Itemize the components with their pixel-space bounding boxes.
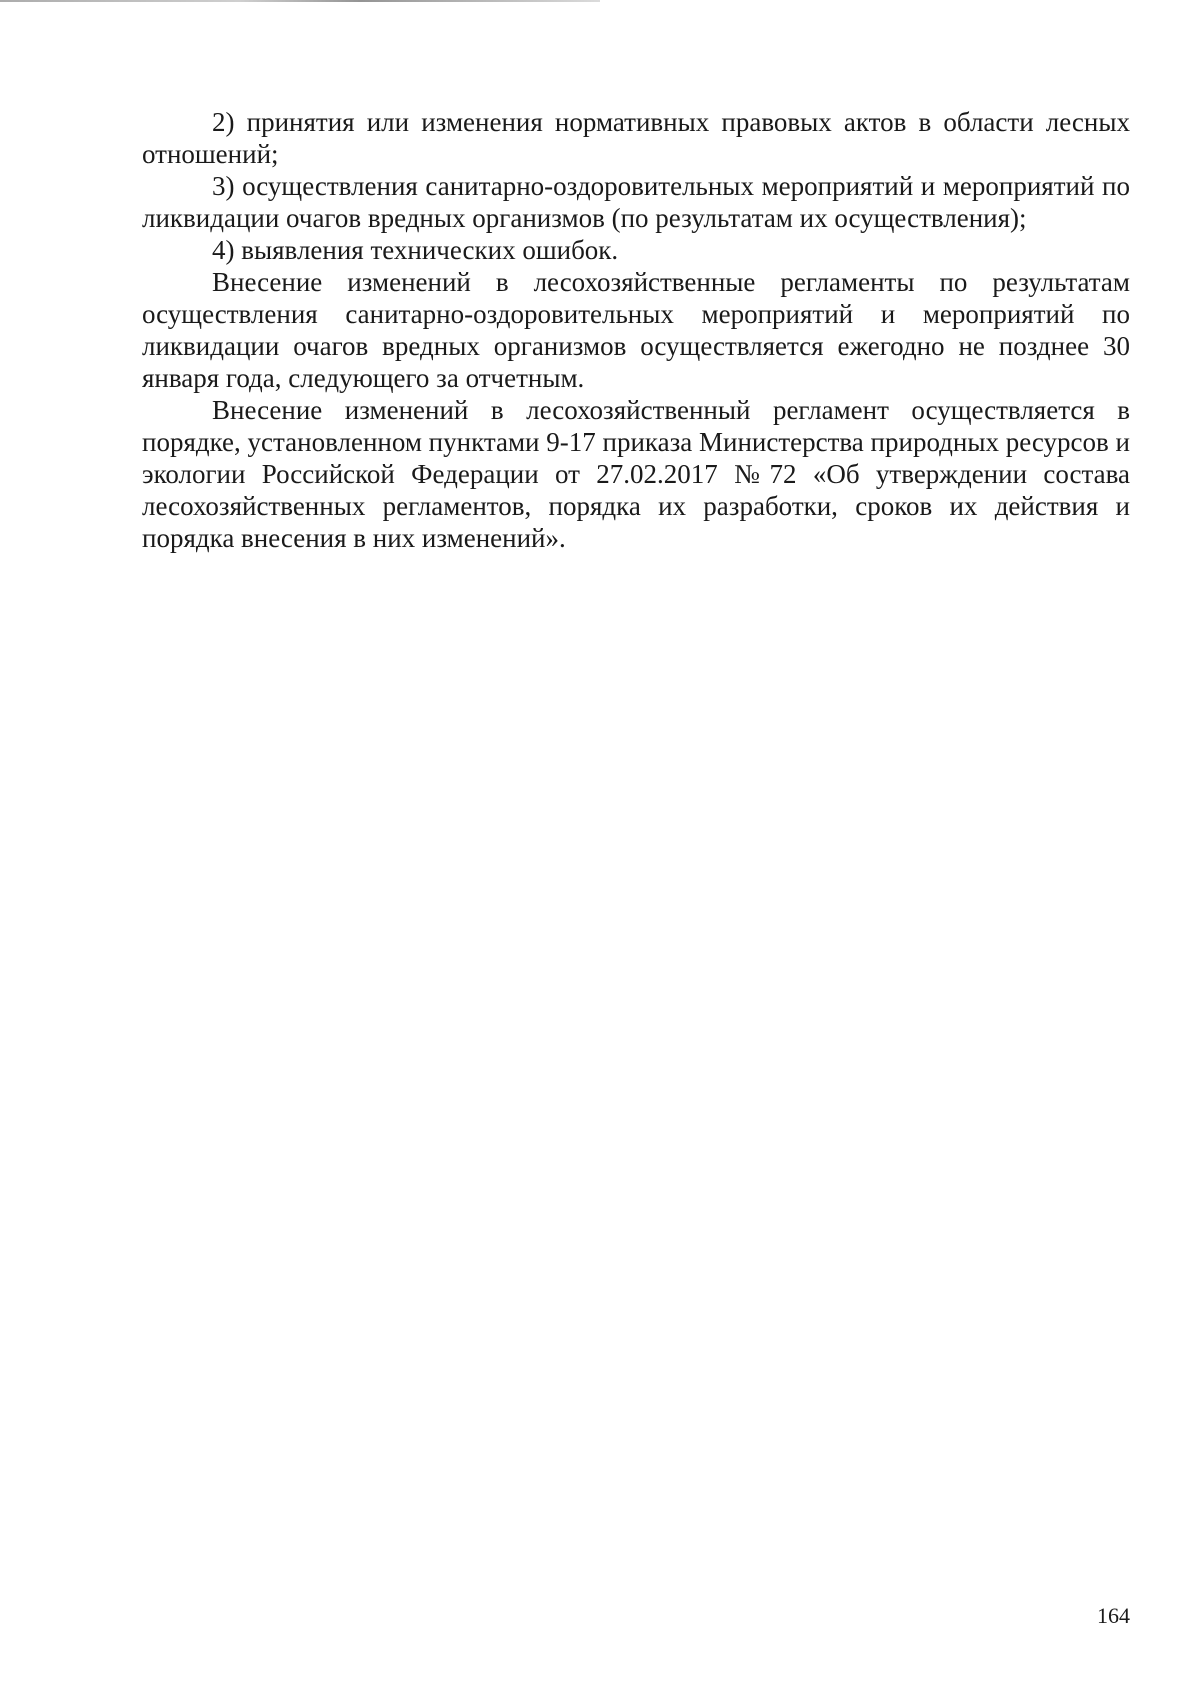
paragraph-amendment-procedure: Внесение изменений в лесохозяйственный регламент осуществляется в порядке, установленном пунктами 9-17 приказа Министерства природных ресурсов и экологии Российской Федерации от 27.02.2017 №72 «Об утверждении состава лесохозяйственных регламентов, порядка их разработки, сроков их действия и порядка внесения в них изменений». xyxy=(142,395,1130,553)
page-number: 164 xyxy=(1097,1603,1130,1628)
paragraph-item-2: 2) принятия или изменения нормативных правовых актов в области лесных отношений; xyxy=(142,107,1130,169)
document-body xyxy=(142,106,1130,554)
scan-edge-line xyxy=(0,0,600,2)
paragraph-sanitary-changes: Внесение изменений в лесохозяйственные регламенты по результатам осуществления санитарно-оздоровительных мероприятий и мероприятий по ликвидации очагов вредных организмов осуществляется ежегодно не позднее 30 января года, следующего за отчетным. xyxy=(142,267,1130,393)
paragraph-item-4: 4) выявления технических ошибок. xyxy=(212,235,619,265)
paragraph-item-3: 3) осуществления санитарно-оздоровительных мероприятий и мероприятий по ликвидации очагов вредных организмов (по результатам их осуществления); xyxy=(142,171,1130,233)
